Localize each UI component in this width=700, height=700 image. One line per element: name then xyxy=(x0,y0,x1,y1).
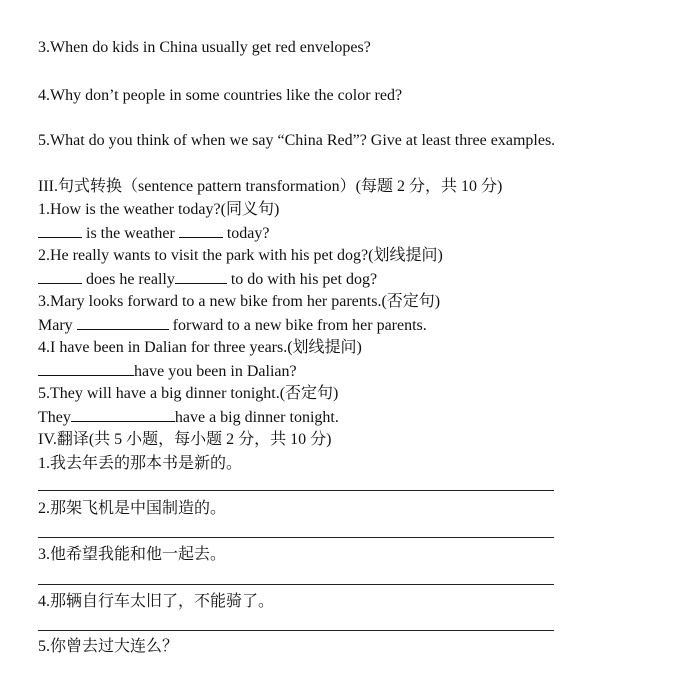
answer-text: Mary xyxy=(38,317,73,334)
s3-item-1-answer xyxy=(38,223,270,244)
section-3-heading: III.句式转换（sentence pattern transformation）(每题 2 分，共 10 分) xyxy=(38,178,503,195)
s3-item-3-prompt: 3.Mary looks forward to a new bike from her parents.(否定句) xyxy=(38,293,441,310)
section-4-heading: IV.翻译(共 5 小题，每小题 2 分，共 10 分) xyxy=(38,431,332,448)
answer-line xyxy=(38,490,554,491)
answer-text: today? xyxy=(226,225,270,242)
answer-text: They xyxy=(38,409,71,426)
s4-item-3: 3.他希望我能和他一起去。 xyxy=(38,546,227,563)
answer-text: does he really xyxy=(86,271,175,288)
answer-text: have you been in Dalian? xyxy=(134,363,297,380)
answer-blank xyxy=(38,223,82,238)
s3-item-5-prompt: 5.They will have a big dinner tonight.(否定句) xyxy=(38,385,339,402)
s3-item-3-answer xyxy=(38,315,427,336)
answer-blank xyxy=(175,269,227,284)
answer-text: forward to a new bike from her parents. xyxy=(172,317,427,334)
answer-line xyxy=(38,537,554,538)
s3-item-2-answer xyxy=(38,269,377,290)
question-5: 5.What do you think of when we say “China Red”? Give at least three examples. xyxy=(38,132,556,149)
answer-blank xyxy=(38,269,82,284)
s4-item-5: 5.你曾去过大连么？ xyxy=(38,638,179,655)
s3-item-4-prompt: 4.I have been in Dalian for three years.(划线提问) xyxy=(38,339,362,356)
answer-text: is the weather xyxy=(86,225,175,242)
question-3: 3.When do kids in China usually get red envelopes? xyxy=(38,39,371,56)
s4-item-4: 4.那辆自行车太旧了，不能骑了。 xyxy=(38,593,275,610)
answer-blank xyxy=(71,407,175,422)
s3-item-1-prompt: 1.How is the weather today?(同义句) xyxy=(38,201,280,218)
answer-text: have a big dinner tonight. xyxy=(174,409,339,426)
s3-item-5-answer xyxy=(38,407,339,428)
s4-item-1: 1.我去年丢的那本书是新的。 xyxy=(38,455,243,472)
answer-line xyxy=(38,630,554,631)
answer-text: to do with his pet dog? xyxy=(230,271,378,288)
answer-blank xyxy=(38,361,134,376)
s3-item-4-answer xyxy=(38,361,297,382)
answer-blank xyxy=(77,315,169,330)
question-4: 4.Why don’t people in some countries like the color red? xyxy=(38,87,403,104)
worksheet-page xyxy=(38,0,688,700)
answer-line xyxy=(38,584,554,585)
answer-blank xyxy=(179,223,223,238)
s3-item-2-prompt: 2.He really wants to visit the park with his pet dog?(划线提问) xyxy=(38,247,443,264)
s4-item-2: 2.那架飞机是中国制造的。 xyxy=(38,500,227,517)
